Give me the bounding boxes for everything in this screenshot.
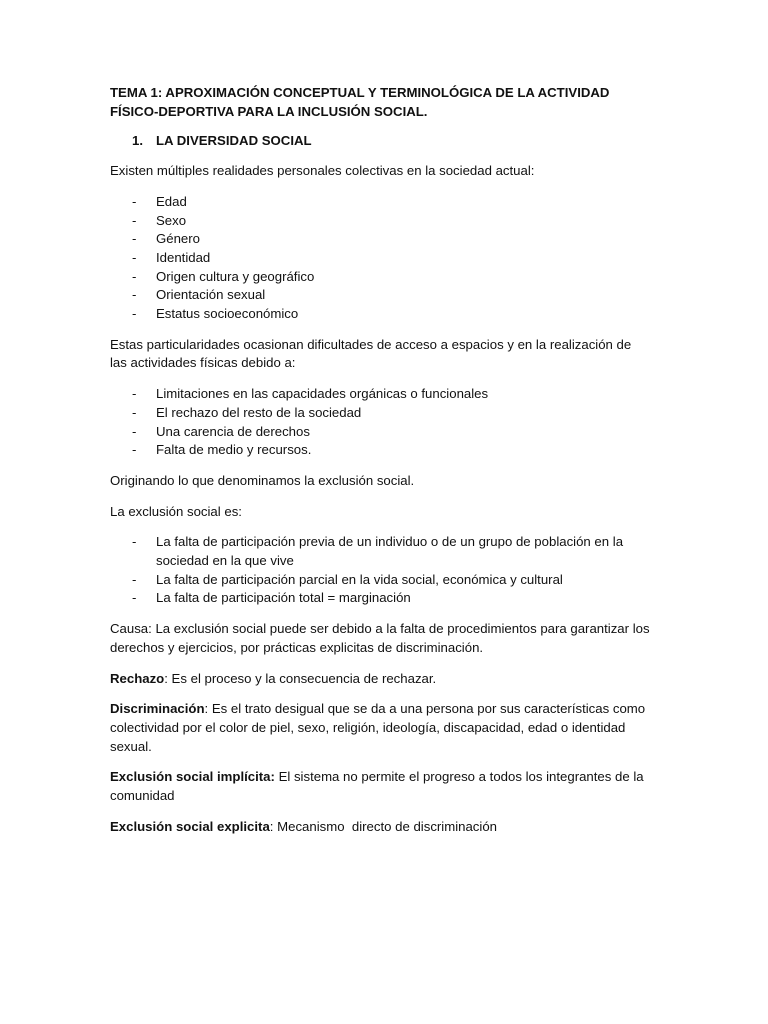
document-body — [110, 84, 650, 849]
list-dash: - — [132, 268, 137, 284]
list-item — [110, 404, 650, 423]
list-item-text: Sexo — [156, 212, 187, 228]
list-dash: - — [132, 287, 137, 303]
list-item-text: Estatus socioeconómico — [156, 306, 299, 322]
list-item — [110, 423, 650, 442]
list-item-text: El rechazo del resto de la sociedad — [156, 404, 362, 420]
list-dash: - — [132, 442, 137, 458]
definition-exclusion-explicita — [110, 818, 650, 837]
list-item — [110, 441, 650, 460]
definition-text: : Mecanismo directo de discriminación — [269, 818, 498, 834]
definition-rechazo — [110, 670, 650, 689]
list-item-text: Identidad — [156, 249, 211, 265]
list-item-text: Limitaciones en las capacidades orgánicas o funcionales — [156, 386, 489, 402]
difficulties-paragraph: Estas particularidades ocasionan dificultades de acceso a espacios y en la realización de las actividades físicas debido a: — [110, 336, 632, 371]
document-title: TEMA 1: APROXIMACIÓN CONCEPTUAL Y TERMINOLÓGICA DE LA ACTIVIDAD FÍSICO-DEPORTIVA PARA LA INCLUSIÓN SOCIAL. — [110, 85, 610, 119]
list-dash: - — [132, 534, 137, 550]
difficulties-list — [110, 385, 650, 460]
list-item-text: Falta de medio y recursos. — [156, 442, 312, 458]
list-item — [110, 212, 650, 231]
list-item-text: Una carencia de derechos — [156, 423, 310, 439]
definition-text: El sistema no permite el progreso a todos los integrantes de la comunidad — [110, 769, 644, 804]
definition-exclusion-implicita — [110, 768, 650, 805]
list-dash: - — [132, 423, 137, 439]
list-item-text: Género — [156, 231, 200, 247]
list-item — [110, 193, 650, 212]
list-item-text: La falta de participación parcial en la vida social, económica y cultural — [156, 571, 563, 587]
list-item — [110, 571, 650, 590]
intro-paragraph: Existen múltiples realidades personales colectivas en la sociedad actual: — [110, 163, 535, 179]
definition-term: Discriminación — [110, 701, 205, 717]
realities-list — [110, 193, 650, 324]
list-dash: - — [132, 212, 137, 228]
originating-paragraph: Originando lo que denominamos la exclusión social. — [110, 472, 415, 488]
definition-text: : Es el trato desigual que se da a una persona por sus características como colectividad por el color de piel, sexo, religión, ideología, discapacidad, edad o identidad sexual. — [110, 701, 646, 754]
list-item-text: La falta de participación previa de un individuo o de un grupo de población en la sociedad en la que vive — [156, 534, 624, 569]
list-item — [110, 249, 650, 268]
definition-term: Rechazo — [110, 670, 165, 686]
list-dash: - — [132, 590, 137, 606]
list-item — [110, 305, 650, 324]
list-item — [110, 589, 650, 608]
list-dash: - — [132, 386, 137, 402]
list-item — [110, 385, 650, 404]
exclusion-list — [110, 533, 650, 608]
section-number: 1. — [132, 133, 143, 149]
list-item-text: Edad — [156, 193, 187, 209]
list-dash: - — [132, 404, 137, 420]
definition-term: Exclusión social implícita: — [110, 769, 275, 785]
section-heading-text: LA DIVERSIDAD SOCIAL — [156, 133, 312, 149]
definition-discriminacion — [110, 700, 650, 756]
list-item-text: La falta de participación total = marginación — [156, 590, 411, 606]
list-dash: - — [132, 571, 137, 587]
section-heading — [110, 132, 650, 151]
definition-term: Exclusión social explicita — [110, 818, 270, 834]
list-item — [110, 268, 650, 287]
list-item-text: Origen cultura y geográfico — [156, 268, 315, 284]
exclusion-intro-paragraph: La exclusión social es: — [110, 503, 242, 519]
list-dash: - — [132, 306, 137, 322]
list-dash: - — [132, 249, 137, 265]
definition-text: : Es el proceso y la consecuencia de rechazar. — [164, 670, 437, 686]
list-dash: - — [132, 193, 137, 209]
cause-paragraph: Causa: La exclusión social puede ser debido a la falta de procedimientos para garantizar los derechos y ejercicios, por prácticas explicitas de discriminación. — [110, 621, 650, 655]
list-item — [110, 533, 650, 570]
list-item — [110, 230, 650, 249]
list-item — [110, 286, 650, 305]
list-item-text: Orientación sexual — [156, 287, 266, 303]
list-dash: - — [132, 231, 137, 247]
